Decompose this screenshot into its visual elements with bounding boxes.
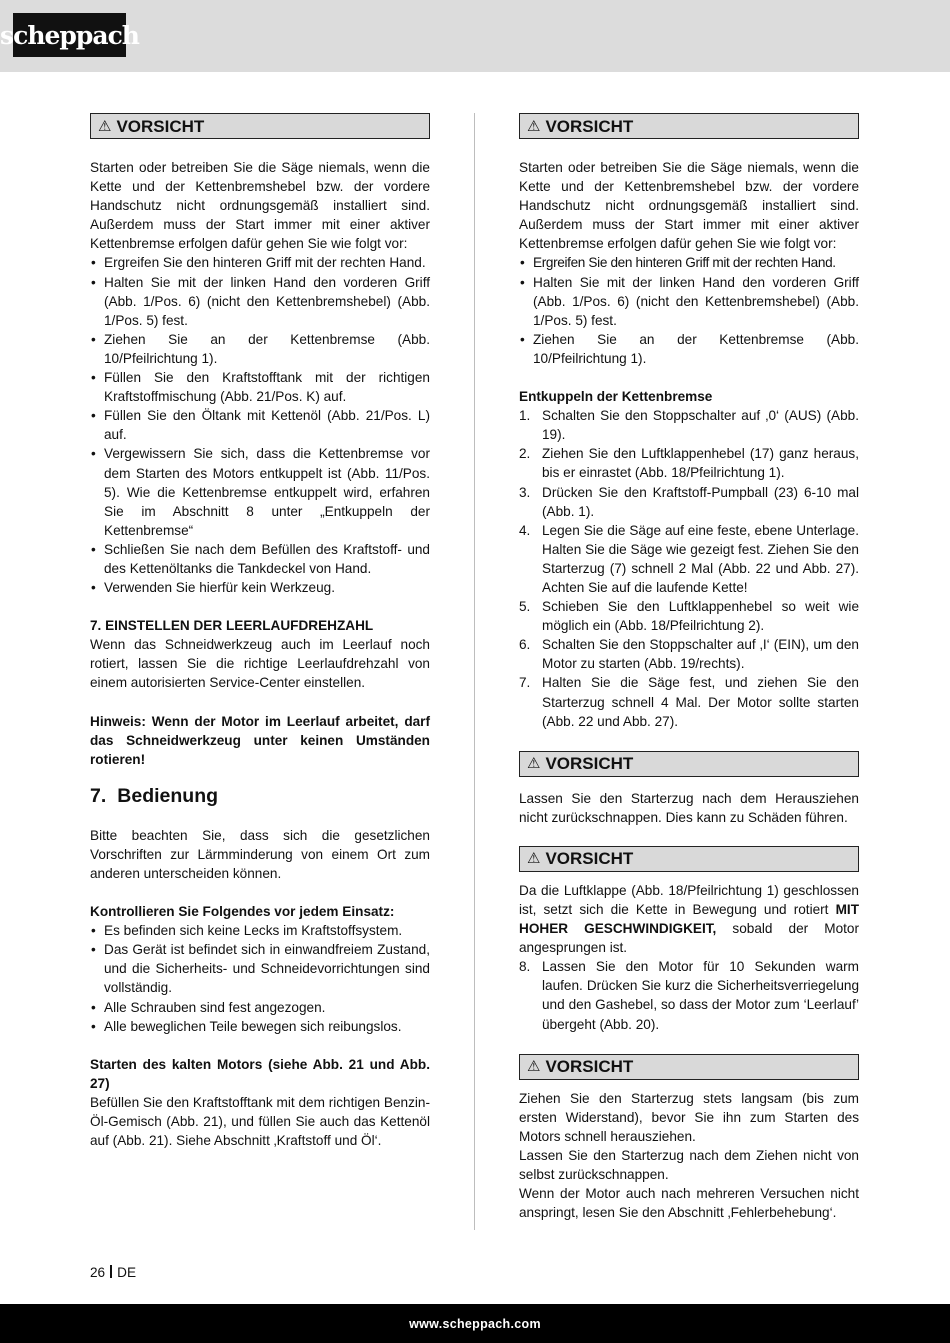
warning-triangle-icon: ⚠ <box>527 1058 541 1076</box>
list-item: • Das Gerät ist befindet sich in einwandfreiem Zustand, und die Sicherheits- und Schneidevorrichtungen sind vollständig. <box>90 940 430 997</box>
intro-paragraph: Starten oder betreiben Sie die Säge niemals, wenn die Kette und der Kettenbremshebel bzw. der vordere Handschutz nicht ordnungsgemäß installiert sind. Außerdem muss der Start immer mit einer aktiver Kettenbremse erfolgen dafür gehen Sie wie folgt vor: <box>519 160 859 252</box>
list-item: • Verwenden Sie hierfür kein Werkzeug. <box>90 578 430 597</box>
section-text: Wenn das Schneidwerkzeug auch im Leerlauf noch rotiert, lassen Sie die richtige Leerlaufdrehzahl von einem autorisierten Service-Center einstellen. <box>90 637 430 691</box>
column-divider <box>474 113 475 1230</box>
right-column <box>519 113 859 1222</box>
website-link[interactable]: www.scheppach.com <box>409 1316 541 1331</box>
list-item: • Alle beweglichen Teile bewegen sich reibungslos. <box>90 1017 430 1036</box>
warning-label: VORSICHT <box>545 754 634 774</box>
intro-paragraph: Starten oder betreiben Sie die Säge niemals, wenn die Kette und der Kettenbremshebel bzw. der vordere Handschutz nicht ordnungsgemäß installiert sind. Außerdem muss der Start immer mit einer aktiver Kettenbremse erfolgen dafür gehen Sie wie folgt vor: <box>90 160 430 252</box>
bullet-list <box>519 253 859 368</box>
warning-text: Lassen Sie den Starterzug nach dem Ziehen nicht von selbst zurückschnappen. <box>519 1147 859 1183</box>
warning-triangle-icon: ⚠ <box>527 117 541 135</box>
list-item: • Ziehen Sie an der Kettenbremse (Abb. 10/Pfeilrichtung 1). <box>90 330 430 368</box>
footer-bar <box>0 1304 950 1343</box>
list-item: • Füllen Sie den Öltank mit Kettenöl (Abb. 21/Pos. L) auf. <box>90 406 430 444</box>
emphasis-text: MIT HOHER GESCHWINDIGKEIT, <box>519 902 859 937</box>
warning-triangle-icon: ⚠ <box>98 117 112 135</box>
warning-text: Da die Luftklappe (Abb. 18/Pfeilrichtung 1) geschlossen ist, setzt sich die Kette in Bewegung und rotiert MIT HOHER GESCHWINDIGKEIT, sobald der Motor angesprungen ist. <box>519 882 859 956</box>
list-item: • Schließen Sie nach dem Befüllen des Kraftstoff- und des Kettenöltanks die Tankdeckel von Hand. <box>90 540 430 578</box>
warning-text: Ziehen Sie den Starterzug stets langsam (bis zum ersten Widerstand), bevor Sie ihn zum Starten des Motors schnell herausziehen. <box>519 1090 859 1144</box>
list-item: • Ergreifen Sie den hinteren Griff mit der rechten Hand. <box>519 253 859 272</box>
section-heading: 7. EINSTELLEN DER LEERLAUFDREHZAHL <box>90 618 374 634</box>
entkuppeln-heading: Entkuppeln der Kettenbremse <box>519 389 713 405</box>
warning-label: VORSICHT <box>116 116 205 136</box>
list-item: • Alle Schrauben sind fest angezogen. <box>90 998 430 1017</box>
page-number: 26 DE <box>90 1265 137 1280</box>
warning-text: Lassen Sie den Starterzug nach dem Herausziehen nicht zurückschnappen. Dies kann zu Schäden führen. <box>519 790 859 825</box>
kontrolle-heading: Kontrollieren Sie Folgendes vor jedem Einsatz: <box>90 904 395 920</box>
list-item: • Halten Sie mit der linken Hand den vorderen Griff (Abb. 1/Pos. 6) (nicht den Kettenbremshebel) (Abb. 1/Pos. 5) fest. <box>519 273 859 330</box>
list-item: • Füllen Sie den Kraftstofftank mit der richtigen Kraftstoffmischung (Abb. 21/Pos. K) auf. <box>90 368 430 406</box>
bullet-list <box>90 253 430 597</box>
warning-box <box>519 1054 859 1080</box>
list-item: • Ziehen Sie an der Kettenbremse (Abb. 10/Pfeilrichtung 1). <box>519 330 859 368</box>
list-item: • Vergewissern Sie sich, dass die Kettenbremse vor dem Starten des Motors entkuppelt ist (Abb. 11/Pos. 5). Wie die Kettenbremse entkuppelt wird, erfahren Sie im Abschnitt 8 unter „Entkuppeln der Kettenbremse“ <box>90 444 430 539</box>
list-item: • Ergreifen Sie den hinteren Griff mit der rechten Hand. <box>90 253 430 272</box>
chapter-title <box>90 784 430 808</box>
scheppach-logo: scheppach <box>13 13 126 57</box>
list-item: • Es befinden sich keine Lecks im Kraftstoffsystem. <box>90 921 430 940</box>
step-item: 1. Schalten Sie den Stoppschalter auf ‚0‘ (AUS) (Abb. 19). <box>519 408 859 443</box>
chapter-name: Bedienung <box>117 784 219 807</box>
warning-triangle-icon: ⚠ <box>527 755 541 773</box>
steps-list <box>519 957 859 1033</box>
left-column <box>90 113 430 1150</box>
step-item: 7. Halten Sie die Säge fest, und ziehen Sie den Starterzug schnell 4 Mal. Der Motor sollte starten (Abb. 22 und Abb. 27). <box>519 675 859 729</box>
warning-box <box>519 846 859 872</box>
step-item: 5. Schieben Sie den Luftklappenhebel so weit wie möglich ein (Abb. 18/Pfeilrichtung 2). <box>519 599 859 634</box>
step-item: 8. Lassen Sie den Motor für 10 Sekunden warm laufen. Drücken Sie kurz die Sicherheitsverriegelung und den Gashebel, so dass der Motor zum ‘Leerlauf’ übergeht (Abb. 20). <box>519 959 859 1032</box>
step-item: 6. Schalten Sie den Stoppschalter auf ‚I‘ (EIN), um den Motor zu starten (Abb. 19/rechts). <box>519 637 859 672</box>
warning-label: VORSICHT <box>545 849 634 869</box>
step-item: 2. Ziehen Sie den Luftklappenhebel (17) ganz heraus, bis er einrastet (Abb. 18/Pfeilrichtung 1). <box>519 446 859 481</box>
warning-label: VORSICHT <box>545 1057 634 1077</box>
chapter-number: 7. <box>90 784 107 807</box>
bedienung-paragraph: Bitte beachten Sie, dass sich die gesetzlichen Vorschriften zur Lärmminderung von einem Ort zum anderen unterscheiden können. <box>90 827 430 881</box>
warning-text: Wenn der Motor auch nach mehreren Versuchen nicht anspringt, lesen Sie den Abschnitt ‚Fehlerbehebung‘. <box>519 1186 859 1221</box>
warning-label: VORSICHT <box>545 116 634 136</box>
step-item: 4. Legen Sie die Säge auf eine feste, ebene Unterlage. Halten Sie die Säge wie gezeigt fest. Ziehen Sie den Starterzug (7) schnell 2 Mal (Abb. 22 und Abb. 27). Achten Sie auf die laufende Kette! <box>519 522 859 595</box>
header-bar <box>0 0 950 72</box>
kalt-paragraph: Befüllen Sie den Kraftstofftank mit dem richtigen Benzin-Öl-Gemisch (Abb. 21), und füllen Sie auch das Kettenöl auf (Abb. 21). Siehe Abschnitt ‚Kraftstoff und Öl‘. <box>90 1094 430 1149</box>
warning-triangle-icon: ⚠ <box>527 850 541 868</box>
kontrolle-list <box>90 921 430 1036</box>
warning-box <box>519 751 859 777</box>
warning-box <box>90 113 430 139</box>
kalt-heading: Starten des kalten Motors (siehe Abb. 21 und Abb. 27) <box>90 1056 430 1091</box>
hinweis-note: Hinweis: Wenn der Motor im Leerlauf arbeitet, darf das Schneidwerkzeug unter keinen Umständen rotieren! <box>90 713 430 767</box>
separator <box>110 1265 112 1278</box>
steps-list <box>519 406 859 731</box>
step-item: 3. Drücken Sie den Kraftstoff-Pumpball (23) 6-10 mal (Abb. 1). <box>519 484 859 519</box>
list-item: • Halten Sie mit der linken Hand den vorderen Griff (Abb. 1/Pos. 6) (nicht den Kettenbremshebel) (Abb. 1/Pos. 5) fest. <box>90 273 430 330</box>
warning-box <box>519 113 859 139</box>
